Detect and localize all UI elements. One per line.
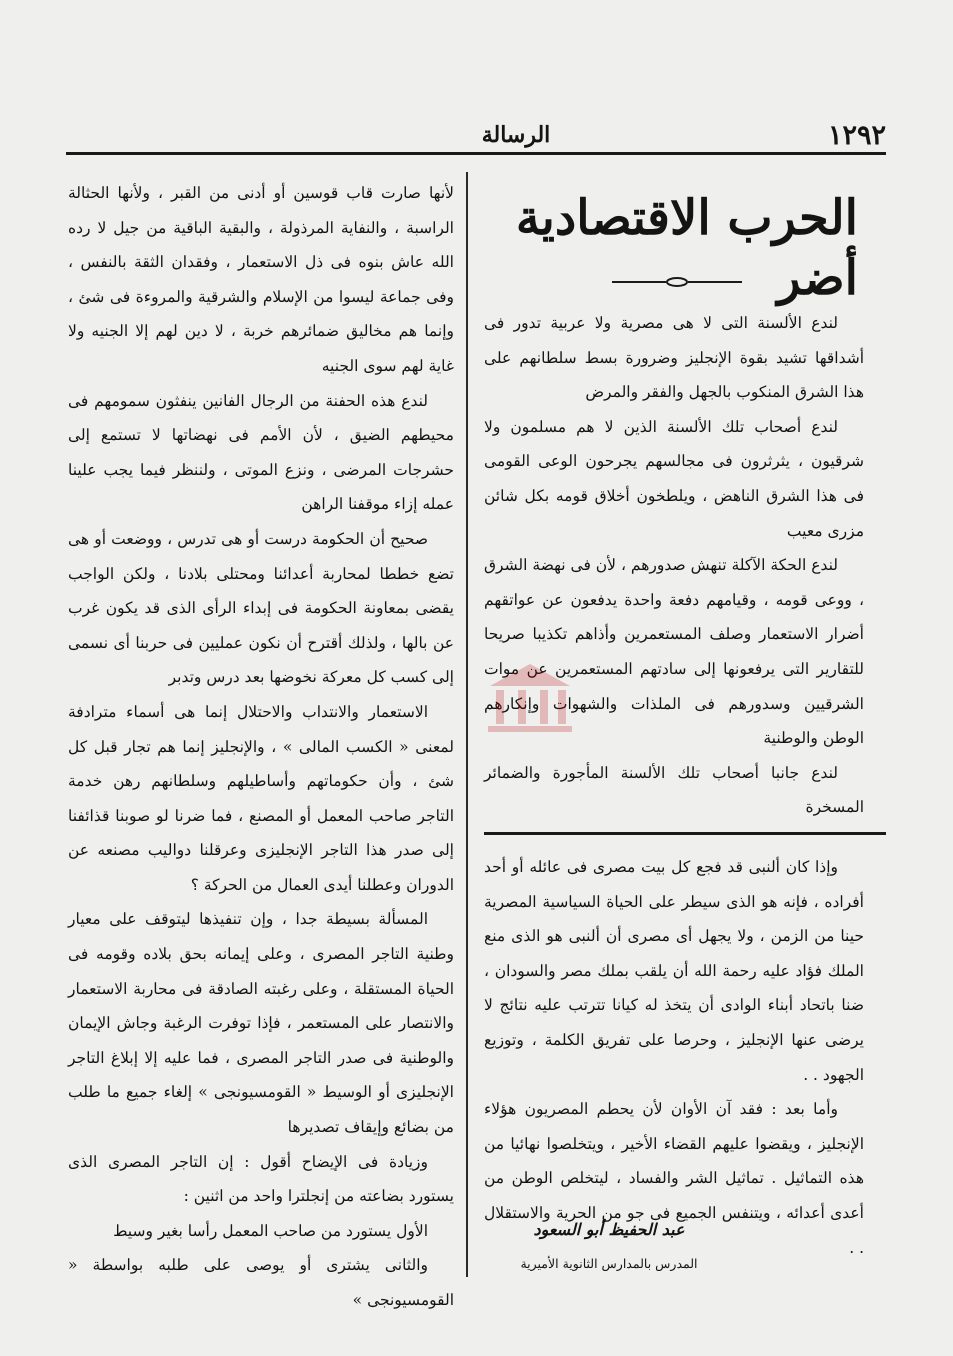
paragraph: لأنها صارت قاب قوسين أو أدنى من القبر ، ولأنها الحثالة الراسبة ، والنفاية المرذولة ، والبقية الباقية من جيل لا رده الله عاش بنوه فى ذل الاستعمار ، وفقدان الثقة بالنفس ، وفى جماعة ليسوا من الإسلام والشرقية والمروءة فى شئ ، وإنما هم مخاليق ضمائرهم خربة ، لا دين لهم إلا الجنيه ولا غاية لهم سوى الجنيه [68,184,454,375]
page-header [66,118,886,154]
paragraph: لندع الألسنة التى لا هى مصرية ولا عربية تدور فى أشداقها تشيد بقوة الإنجليز وضرورة بسط سلطانهم على هذا الشرق المنكوب بالجهل والفقر والمرض [484,314,864,402]
paragraph: لندع جانبا أصحاب تلك الألسنة المأجورة والضمائر المسخرة [484,763,864,817]
right-column-bottom-text [484,850,864,1265]
paragraph: والثانى يشترى أو يوصى على طلبه بواسطة « القومسيونجى » [68,1256,454,1309]
archive-watermark-icon [430,660,630,750]
paragraph: صحيح أن الحكومة درست أو هى تدرس ، ووضعت أو هى تضع خططا لمحاربة أعدائنا ومحتلى بلادنا ، ولكن الواجب يقضى بمعاونة الحكومة فى إبداء الرأى الذى قد يكون غرب عن بالها ، ولذلك أقترح أن نكون عمليين فى حربنا أى نسمى إلى كسب كل معركة نخوضها بعد درس وتدبر [68,529,454,687]
paragraph: الأول يستورد من صاحب المعمل رأسا بغير وسيط [113,1221,428,1240]
paragraph: وزيادة فى الإيضاح أقول : إن التاجر المصرى الذى يستورد بضاعته من إنجلترا واحد من اثنين : [68,1152,454,1206]
paragraph: وأما بعد : فقد آن الأوان لأن يحطم المصريون هؤلاء الإنجليز ، ويقضوا عليهم القضاء الأخير ، ويتخلصوا نهائيا من هذه التماثيل . تماثيل الشر والفساد ، ليتخلص الوطن من أعدى أعدائه ، ويتنفس الجميع فى جو من الحرية والاستقلال . . [484,1100,864,1257]
section-rule [484,832,886,835]
author-role: المدرس بالمدارس الثانوية الأميرية [520,1256,698,1271]
title-ornament [612,276,742,288]
header-rule [66,152,886,155]
paragraph: لندع هذه الحفنة من الرجال الفانين ينفثون سمومهم فى محيطهم الضيق ، لأن الأمم فى نهضاتها لا تستمع إلى حشرجات المرضى ، ونزع الموتى ، ولننظر فيما يجب علينا عمله إزاء موقفنا الراهن [68,391,454,514]
paragraph: الاستعمار والانتداب والاحتلال إنما هى أسماء مترادفة لمعنى « الكسب المالى » ، والإنجليز إنما هم تجار قبل كل شئ ، وأن حكوماتهم وأساطيلهم وسلطانهم رهن خدمة التاجر صاحب المعمل أو المصنع ، فما ضرنا لو صوبنا قذائفنا إلى صدر هذا التاجر الإنجليزى وعرقلنا دواليب مصنعه عن الدوران وعطلنا أيدى العمال من الحركة ؟ [68,702,454,894]
paragraph: وإذا كان ألنبى قد فجع كل بيت مصرى فى عائله أو أحد أفراده ، فإنه هو الذى سيطر على الحياة السياسية المصرية حينا من الزمن ، ولا يجهل أى مصرى أن ألنبى هو الذى منع الملك فؤاد عليه رحمة الله أن يلقب بملك مصر والسودان ، ضنا باتحاد أبناء الوادى أن يتخذ له كيانا تترتب عليه نتائج لا يرضى عنها الإنجليز ، وحرصا على تفريق الكلمة ، وتوزيع الجهود . . [484,858,864,1084]
left-column-text [68,176,454,1318]
article-title: الحرب الاقتصادية أضر [515,190,858,306]
paragraph: المسألة بسيطة جدا ، وإن تنفيذها ليتوقف على معيار وطنية التاجر المصرى ، وعلى إيمانه بحق بلاده وقومه فى الحياة المستقلة ، وعلى رغبته الصادقة فى محاربة الاستعمار والانتصار على المستعمر ، فإذا توفرت الرغبة وجاش الإيمان والوطنية فى صدر التاجر المصرى ، فما عليه إلا إبلاغ التاجر الإنجليزى أو الوسيط « القومسيونجى » إلغاء جميع ما طلب من بضائع وإيقاف تصديرها [68,910,454,1137]
journal-title: الرسالة [481,122,551,148]
page-number: ١٢٩٢ [827,120,886,151]
author-signature: عبد الحفيظ أبو السعود [533,1220,685,1239]
paragraph: لندع الحكة الآكلة تنهش صدورهم ، لأن فى نهضة الشرق ، ووعى قومه ، وقيامهم دفعة واحدة يدفعون عن عواتقهم أضرار الاستعمار وصلف المستعمرين وأذاهم تكذيبا صريحا للتقارير التى يرفعونها إلى سادتهم المستعمرين عن موات الشرقيين وسدورهم فى الملذات والشهوات وإنكارهم الوطن والوطنية [484,556,864,748]
paragraph: لندع أصحاب تلك الألسنة الذين لا هم مسلمون ولا شرقيون ، يثرثرون فى مجالسهم يجرحون الوعى القومى فى هذا الشرق الناهض ، ويلطخون أخلاق قومه بكل شائن مزرى معيب [484,417,864,540]
